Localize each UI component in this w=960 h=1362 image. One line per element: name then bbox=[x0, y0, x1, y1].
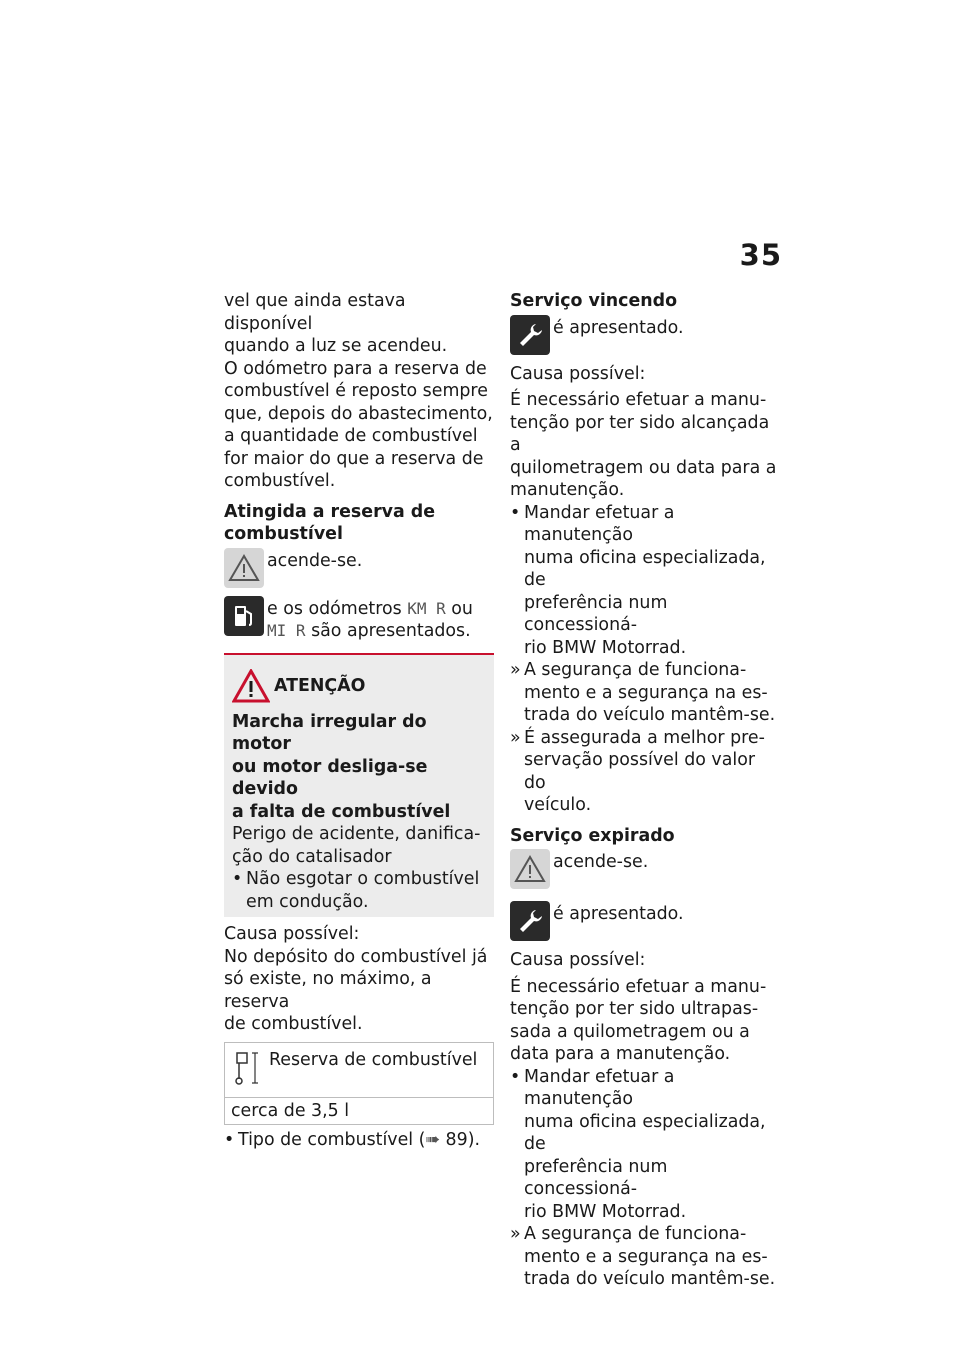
cause-line: só existe, no máximo, a reserva bbox=[224, 969, 432, 1012]
cause-line: data para a manutenção. bbox=[510, 1044, 731, 1064]
section-heading: Atingida a reserva de bbox=[224, 501, 436, 522]
warning-bold: ou motor desliga-se devido bbox=[232, 756, 428, 799]
service-expired-warning-row bbox=[510, 849, 782, 889]
warning-triangle-icon bbox=[232, 669, 270, 703]
warning-title: ATENÇÃO bbox=[274, 675, 366, 696]
sec2-icon1-text: acende-se. bbox=[553, 852, 649, 872]
wrench-icon bbox=[510, 901, 550, 941]
cause-label: Causa possível: bbox=[224, 924, 360, 944]
result-bullet: » A segurança de funciona- mento e a segurança na es- trada do veículo mantêm-se. bbox=[510, 660, 776, 725]
cause-line: No depósito do combustível já bbox=[224, 946, 488, 967]
warning-line: ção do catalisador bbox=[232, 846, 392, 867]
para-line: combustível. bbox=[224, 471, 336, 491]
action-bullet: • Mandar efetuar a manutenção numa oficina especializada, de preferência num concessioná- rio BMW Motorrad. bbox=[510, 1066, 766, 1222]
cause-line: manutenção. bbox=[510, 480, 625, 500]
odometer-code-mi: MI R bbox=[267, 621, 306, 640]
section-heading: Serviço expirado bbox=[510, 825, 675, 846]
warning-bullet: • Não esgotar o combustível em condução. bbox=[232, 869, 480, 912]
cause-label: Causa possível: bbox=[510, 950, 646, 970]
icon1-text: acende-se. bbox=[267, 550, 363, 571]
fuel-row bbox=[224, 596, 494, 643]
section-heading: combustível bbox=[224, 524, 343, 544]
result-bullet: » A segurança de funciona- mento e a segurança na es- trada do veículo mantêm-se. bbox=[510, 1224, 776, 1289]
reference-bullet: • Tipo de combustível (➠ 89). bbox=[224, 1129, 481, 1150]
warning-bold: a falta de combustível bbox=[232, 801, 451, 822]
warning-box bbox=[224, 653, 494, 918]
warning-line: Perigo de acidente, danifica- bbox=[232, 824, 481, 844]
fuel-pump-icon bbox=[224, 596, 264, 636]
sec2-icon2-text: é apresentado. bbox=[553, 904, 684, 924]
warning-triangle-icon bbox=[510, 849, 550, 889]
cause-line: tenção por ter sido ultrapas- bbox=[510, 999, 759, 1019]
cause-line: quilometragem ou data para a bbox=[510, 457, 777, 478]
warning-bold: Marcha irregular do motor bbox=[232, 711, 427, 754]
fuel-gauge-icon bbox=[231, 1049, 261, 1093]
para-line: que, depois do abastecimento, bbox=[224, 403, 493, 424]
cause-line: É necessário efetuar a manu- bbox=[510, 976, 767, 997]
service-expired-wrench-row bbox=[510, 901, 782, 941]
cause-line: sada a quilometragem ou a bbox=[510, 1021, 750, 1042]
section-heading: Serviço vincendo bbox=[510, 291, 678, 311]
table-label: Reserva de combustível bbox=[269, 1049, 478, 1070]
para-line: O odómetro para a reserva de bbox=[224, 358, 487, 379]
para-line: combustível é reposto sempre bbox=[224, 381, 488, 401]
warning-triangle-icon bbox=[224, 548, 264, 588]
intro-line: quando a luz se acendeu. bbox=[224, 336, 448, 356]
right-column bbox=[510, 290, 782, 1291]
result-bullet: » É assegurada a melhor pre- servação possível do valor do veículo. bbox=[510, 727, 765, 815]
service-due-row bbox=[510, 315, 782, 355]
arrow-right-icon: ➠ bbox=[425, 1129, 441, 1150]
warning-header bbox=[232, 669, 486, 703]
page-number: 35 bbox=[739, 238, 782, 272]
cause-line: É necessário efetuar a manu- bbox=[510, 390, 767, 410]
odometer-code-km: KM R bbox=[407, 598, 446, 618]
wrench-icon bbox=[510, 315, 550, 355]
para-line: for maior do que a reserva de bbox=[224, 448, 484, 469]
icon2-text: e os odómetros KM R ou MI R são apresentados. bbox=[267, 598, 473, 641]
cause-label: Causa possível: bbox=[510, 363, 646, 384]
action-bullet: • Mandar efetuar a manutenção numa oficina especializada, de preferência num concessioná- rio BMW Motorrad. bbox=[510, 502, 766, 658]
left-column bbox=[224, 290, 494, 1151]
sec1-icon-text: é apresentado. bbox=[553, 317, 684, 338]
fuel-reserve-table bbox=[224, 1042, 494, 1125]
para-line: a quantidade de combustível bbox=[224, 426, 478, 446]
cause-line: de combustível. bbox=[224, 1014, 363, 1034]
cause-line: tenção por ter sido alcançada a bbox=[510, 412, 770, 455]
warning-light-row bbox=[224, 548, 494, 588]
intro-line: vel que ainda estava disponível bbox=[224, 291, 406, 334]
table-value: cerca de 3,5 l bbox=[231, 1100, 350, 1121]
